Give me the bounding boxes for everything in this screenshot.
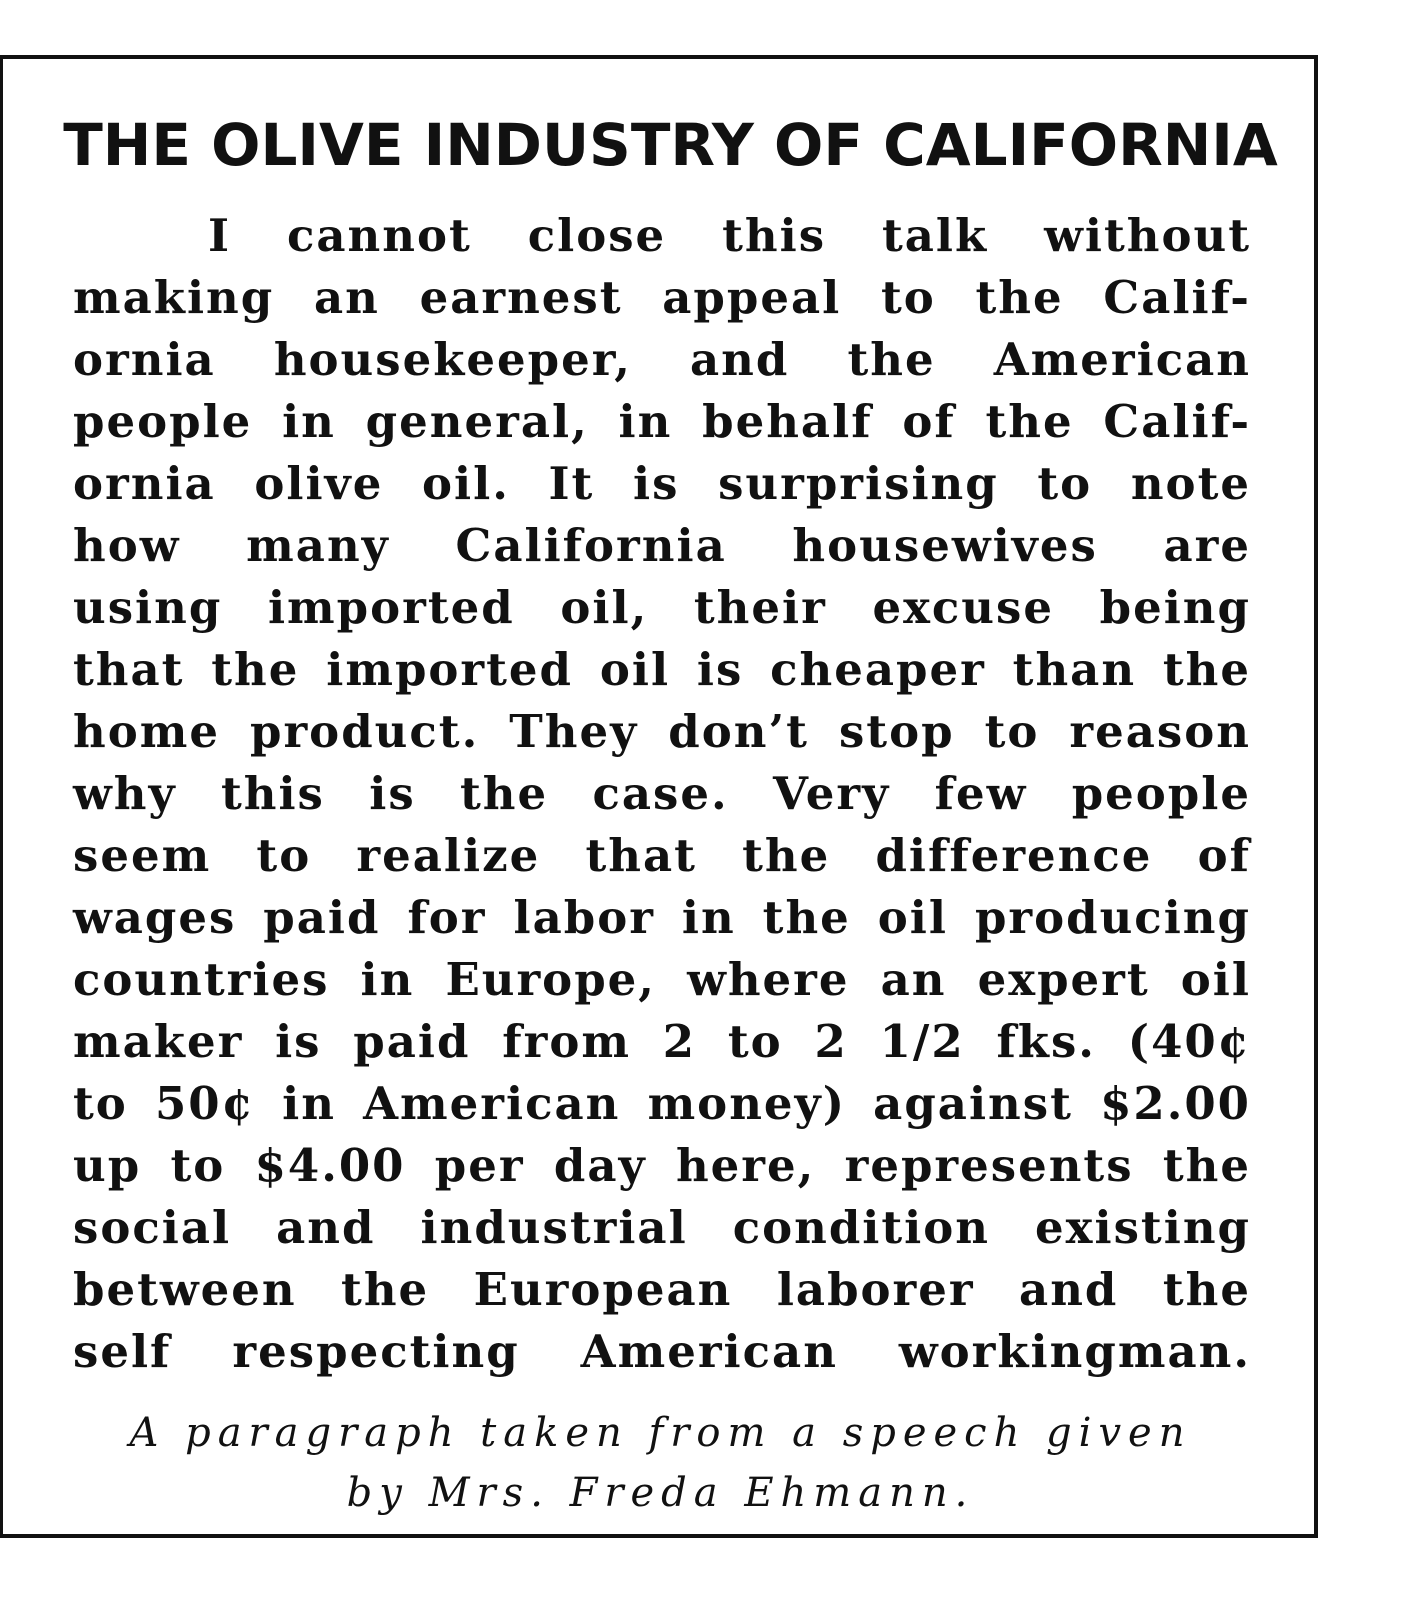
paragraph-line: people in general, in behalf of the Calif- [73, 395, 1251, 448]
paragraph-line: maker is paid from 2 to 2 1/2 fks. (40¢ [73, 1015, 1251, 1068]
paragraph-line: using imported oil, their excuse being [73, 581, 1251, 634]
paragraph-line: up to $4.00 per day here, represents the [73, 1139, 1251, 1192]
attribution-line: by Mrs. Freda Ehmann. [346, 1470, 975, 1516]
attribution [63, 1403, 1258, 1523]
paragraph-line: social and industrial condition existing [73, 1201, 1251, 1254]
paragraph-line: that the imported oil is cheaper than the [73, 643, 1251, 696]
paragraph-line: making an earnest appeal to the Calif- [73, 271, 1251, 324]
paragraph-line: home product. They don’t stop to reason [73, 705, 1251, 758]
newspaper-clipping [0, 55, 1318, 1538]
paragraph-line: wages paid for labor in the oil producing [73, 891, 1251, 944]
paragraph-line: ornia housekeeper, and the American [73, 333, 1251, 386]
paragraph-line: seem to realize that the difference of [73, 829, 1251, 882]
paragraph-line: ornia olive oil. It is surprising to note [73, 457, 1251, 510]
paragraph-line: to 50¢ in American money) against $2.00 [73, 1077, 1251, 1130]
paragraph-line: countries in Europe, where an expert oil [73, 953, 1251, 1006]
paragraph-line: why this is the case. Very few people [73, 767, 1251, 820]
paragraph-line: I cannot close this talk without [208, 209, 1251, 262]
paragraph-line: how many California housewives are [73, 519, 1251, 572]
headline: THE OLIVE INDUSTRY OF CALIFORNIA [63, 111, 1278, 179]
paragraph-line: self respecting American workingman. [73, 1325, 1251, 1378]
body-paragraph [73, 205, 1251, 1383]
attribution-line: A paragraph taken from a speech given [129, 1410, 1192, 1456]
paragraph-line: between the European laborer and the [73, 1263, 1251, 1316]
